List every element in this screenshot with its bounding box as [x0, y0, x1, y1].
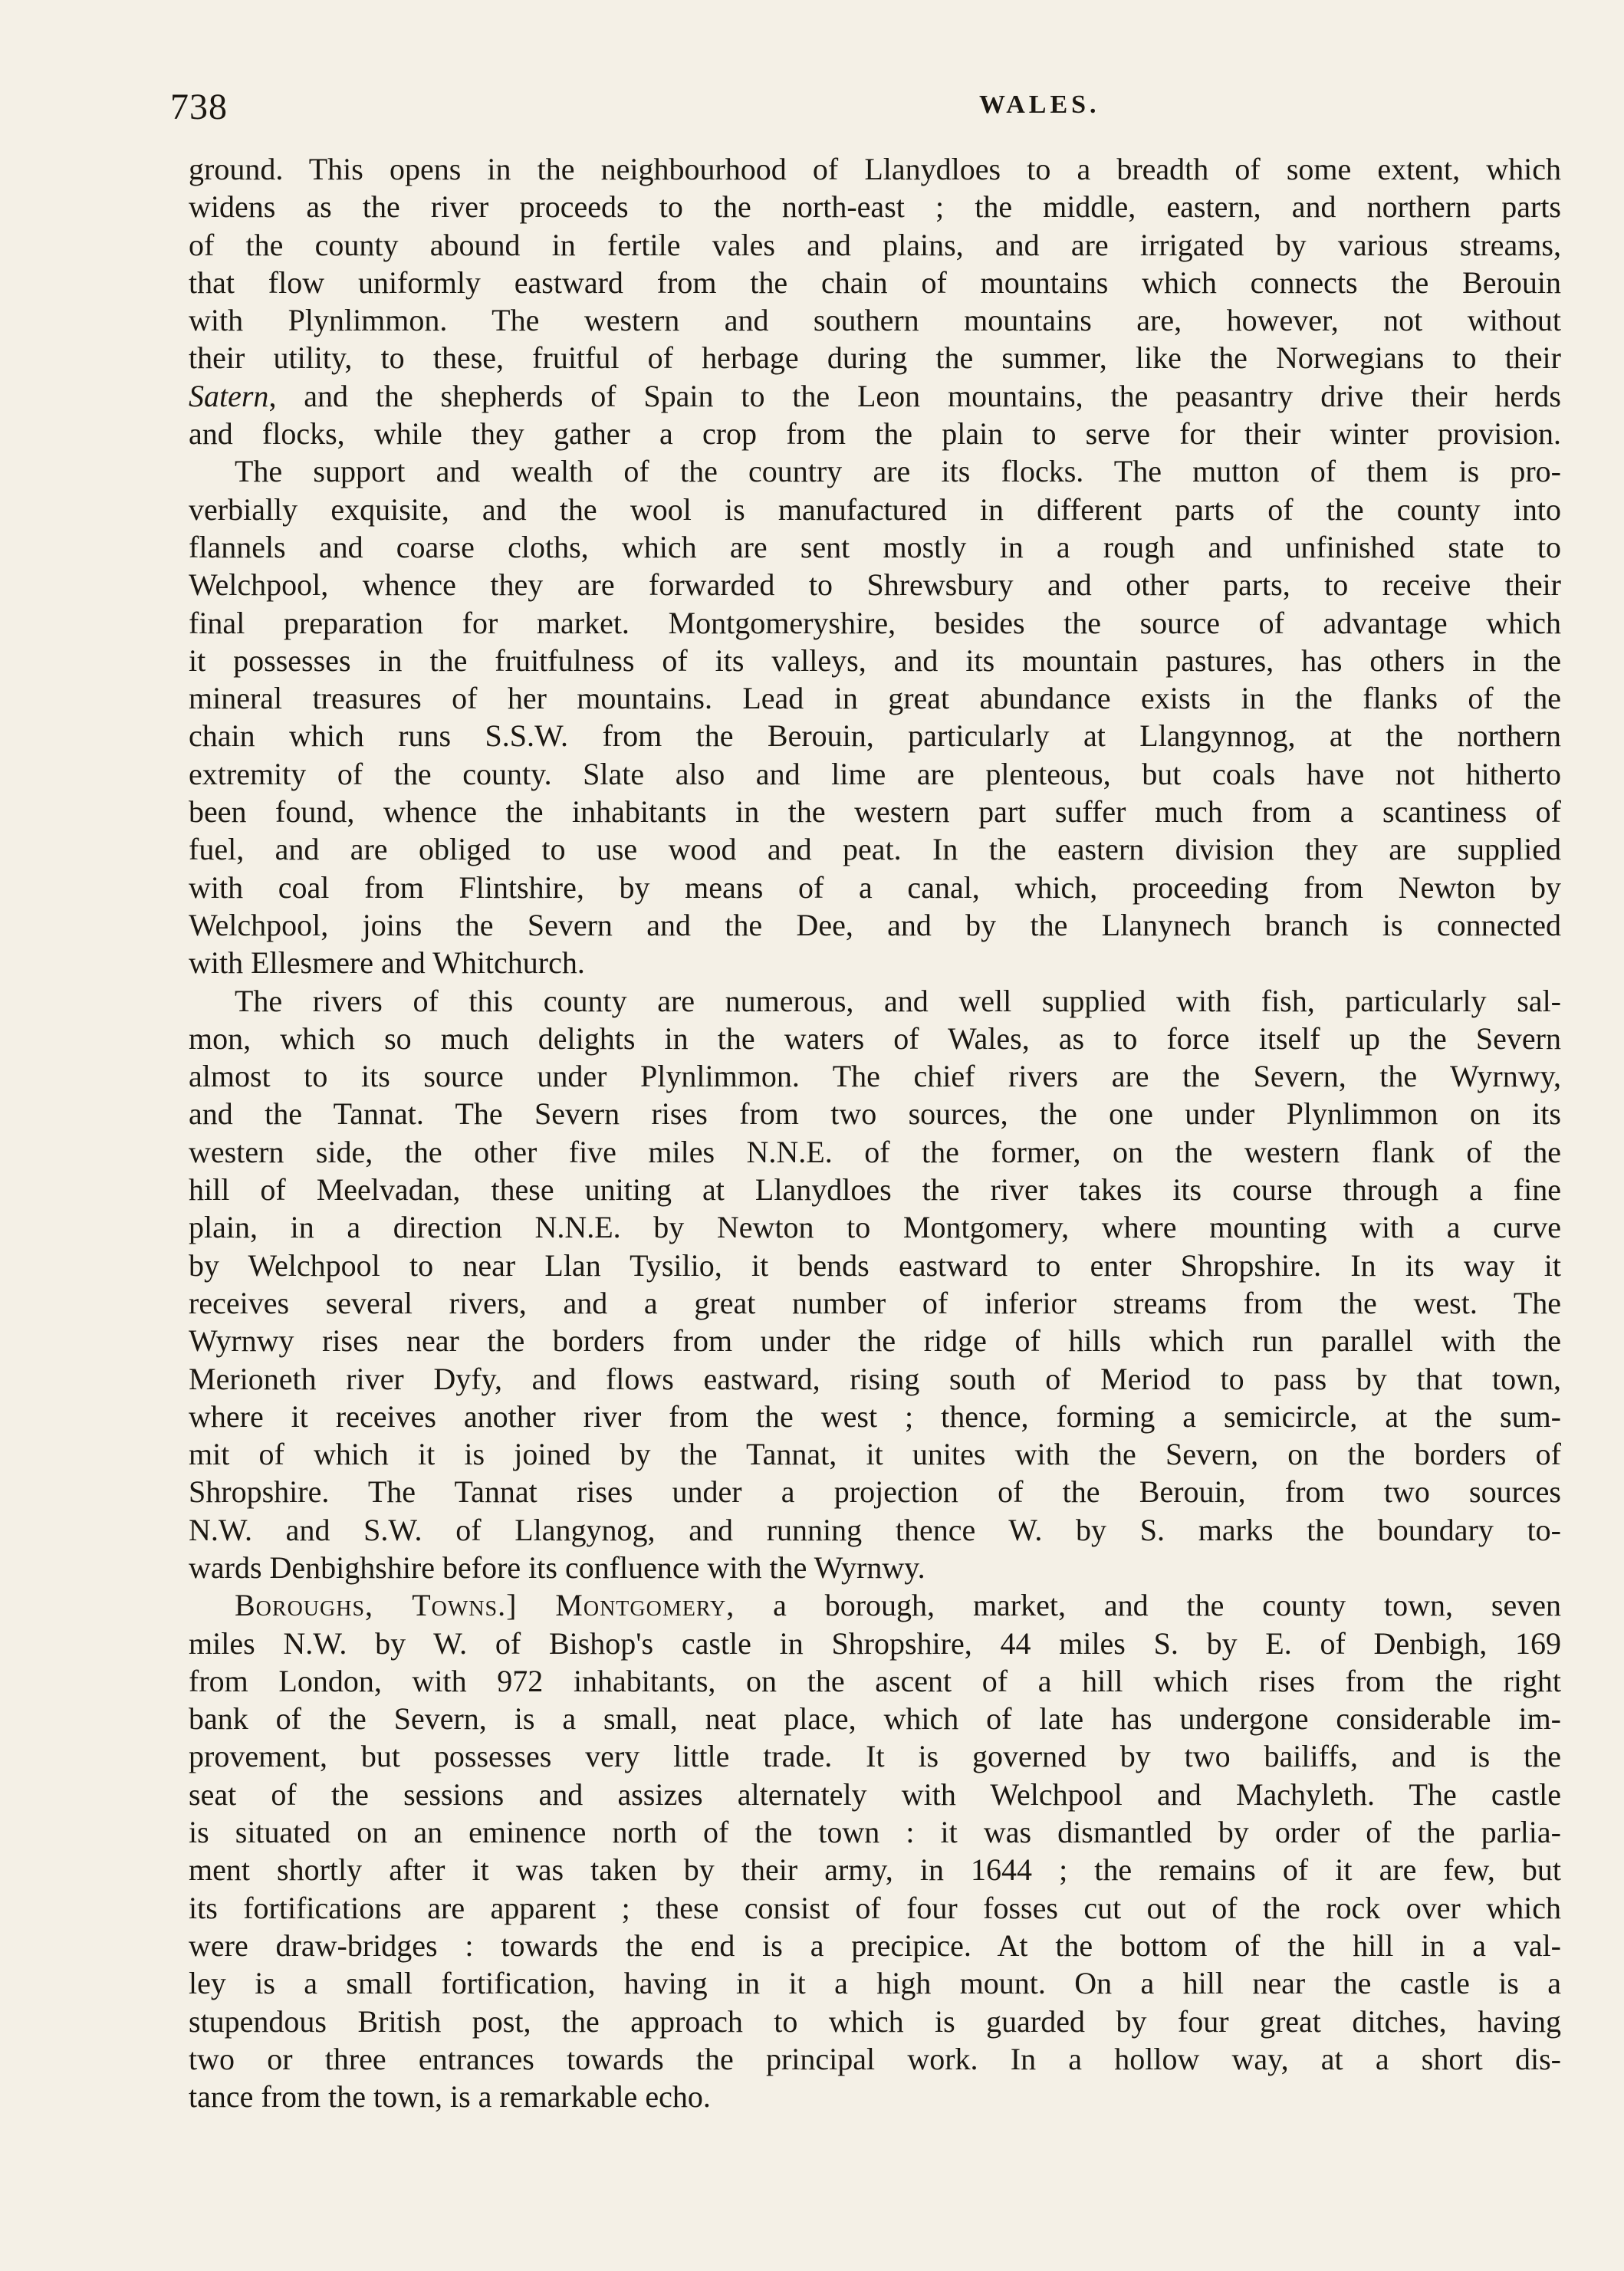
- text-line: western side, the other five miles N.N.E. of the former, on the western flank of the: [189, 1134, 1561, 1169]
- text-line: final preparation for market. Montgomeryshire, besides the source of advantage which: [189, 605, 1561, 640]
- text-line: Wyrnwy rises near the borders from under the ridge of hills which run parallel with the: [189, 1323, 1561, 1359]
- text-line: with Plynlimmon. The western and southern mountains are, however, not without: [189, 303, 1561, 338]
- text-line: of the county abound in fertile vales and plains, and are irrigated by various streams,: [189, 227, 1561, 262]
- running-head: [170, 86, 1560, 132]
- text-line: and flocks, while they gather a crop from the plain to serve for their winter provision.: [189, 416, 1561, 452]
- text-line: two or three entrances towards the principal work. In a hollow way, at a short dis-: [189, 2041, 1561, 2076]
- text-line: were draw-bridges : towards the end is a precipice. At the bottom of the hill in a val-: [189, 1928, 1561, 1963]
- text-line: Merioneth river Dyfy, and flows eastward, rising south of Meriod to pass by that town,: [189, 1361, 1561, 1396]
- text-line: plain, in a direction N.N.E. by Newton to Montgomery, where mounting with a curve: [189, 1210, 1561, 1245]
- lead-line-rest: a borough, market, and the county town, seven: [735, 1588, 1561, 1623]
- paragraph-1: [189, 150, 1561, 452]
- italic-word: Satern: [189, 378, 269, 413]
- text-line: The rivers of this county are numerous, and well supplied with fish, particularly sal-: [235, 983, 1561, 1018]
- text-line: it possesses in the fruitfulness of its valleys, and its mountain pastures, has others in the: [189, 643, 1561, 678]
- text-line: mon, which so much delights in the waters of Wales, as to force itself up the Severn: [189, 1020, 1561, 1056]
- text-line: with Ellesmere and Whitchurch.: [189, 945, 585, 981]
- text-line: Shropshire. The Tannat rises under a projection of the Berouin, from two sources: [189, 1474, 1561, 1510]
- paragraph-3: [189, 982, 1561, 1587]
- text-line: almost to its source under Plynlimmon. The chief rivers are the Severn, the Wyrnwy,: [189, 1059, 1561, 1094]
- running-title: WALES.: [979, 90, 1100, 119]
- text-line: provement, but possesses very little trade. It is governed by two bailiffs, and is the: [189, 1739, 1561, 1774]
- paragraph-2: [189, 452, 1561, 981]
- text-line: ment shortly after it was taken by their army, in 1644 ; the remains of it are few, but: [189, 1852, 1561, 1888]
- text-line: that flow uniformly eastward from the chain of mountains which connects the Berouin: [189, 265, 1561, 300]
- text-line: Welchpool, whence they are forwarded to Shrewsbury and other parts, to receive their: [189, 567, 1561, 603]
- text-line: is situated on an eminence north of the town : it was dismantled by order of the parlia-: [189, 1815, 1561, 1850]
- text-line: extremity of the county. Slate also and lime are plenteous, but coals have not hitherto: [189, 756, 1561, 791]
- text-line: chain which runs S.S.W. from the Berouin, particularly at Llangynnog, at the northern: [189, 718, 1561, 754]
- town-name: Montgomery,: [555, 1588, 735, 1623]
- text-line: seat of the sessions and assizes alternately with Welchpool and Machyleth. The castle: [189, 1776, 1561, 1812]
- text-line: by Welchpool to near Llan Tysilio, it bends eastward to enter Shropshire. In its way it: [189, 1247, 1561, 1283]
- text-line: bank of the Severn, is a small, neat place, which of late has undergone considerable im-: [189, 1701, 1561, 1737]
- page-number: 738: [170, 87, 228, 127]
- text-line: its fortifications are apparent ; these consist of four fosses cut out of the rock over which: [189, 1890, 1561, 1925]
- text-line-lead: [189, 1586, 1561, 1624]
- text-line: widens as the river proceeds to the north-east ; the middle, eastern, and northern parts: [189, 189, 1561, 225]
- text-line: ley is a small fortification, having in it a high mount. On a hill near the castle is a: [189, 1966, 1561, 2001]
- text-line: fuel, and are obliged to use wood and peat. In the eastern division they are supplied: [189, 832, 1561, 867]
- body-text: [189, 150, 1561, 2115]
- text-line: flannels and coarse cloths, which are sent mostly in a rough and unfinished state to: [189, 529, 1561, 564]
- text-line: N.W. and S.W. of Llangynog, and running thence W. by S. marks the boundary to-: [189, 1512, 1561, 1547]
- text-line: from London, with 972 inhabitants, on the ascent of a hill which rises from the right: [189, 1663, 1561, 1698]
- text-line: tance from the town, is a remarkable echo.: [189, 2079, 711, 2115]
- text-line: mineral treasures of her mountains. Lead in great abundance exists in the flanks of the: [189, 681, 1561, 716]
- text-line: verbially exquisite, and the wool is manufactured in different parts of the county into: [189, 491, 1561, 527]
- paragraph-4: [189, 1586, 1561, 2115]
- text-line: hill of Meelvadan, these uniting at Llanydloes the river takes its course through a fine: [189, 1172, 1561, 1208]
- text-line: wards Denbighshire before its confluence with the Wyrnwy.: [189, 1550, 925, 1585]
- text-line: The support and wealth of the country are its flocks. The mutton of them is pro-: [235, 454, 1561, 489]
- text-line: mit of which it is joined by the Tannat, it unites with the Severn, on the borders of: [189, 1437, 1561, 1472]
- text-line: where it receives another river from the west ; thence, forming a semicircle, at the sum-: [189, 1398, 1561, 1434]
- section-lead-label: Boroughs, Towns.]: [235, 1588, 518, 1623]
- text-line: receives several rivers, and a great number of inferior streams from the west. The: [189, 1285, 1561, 1320]
- text-line: and the Tannat. The Severn rises from two sources, the one under Plynlimmon on its: [189, 1096, 1561, 1132]
- text-line: ground. This opens in the neighbourhood of Llanydloes to a breadth of some extent, which: [189, 152, 1561, 186]
- text-line: stupendous British post, the approach to which is guarded by four great ditches, having: [189, 2003, 1561, 2039]
- text-line: with coal from Flintshire, by means of a canal, which, proceeding from Newton by: [189, 869, 1561, 905]
- text-line-italic-start: Satern, and the shepherds of Spain to the Leon mountains, the peasantry drive their herds: [189, 378, 1561, 413]
- text-line: miles N.W. by W. of Bishop's castle in Shropshire, 44 miles S. by E. of Denbigh, 169: [189, 1625, 1561, 1661]
- text-line: their utility, to these, fruitful of herbage during the summer, like the Norwegians to their: [189, 340, 1561, 376]
- text-line: Welchpool, joins the Severn and the Dee, and by the Llanynech branch is connected: [189, 907, 1561, 942]
- text-line: been found, whence the inhabitants in the western part suffer much from a scantiness of: [189, 794, 1561, 830]
